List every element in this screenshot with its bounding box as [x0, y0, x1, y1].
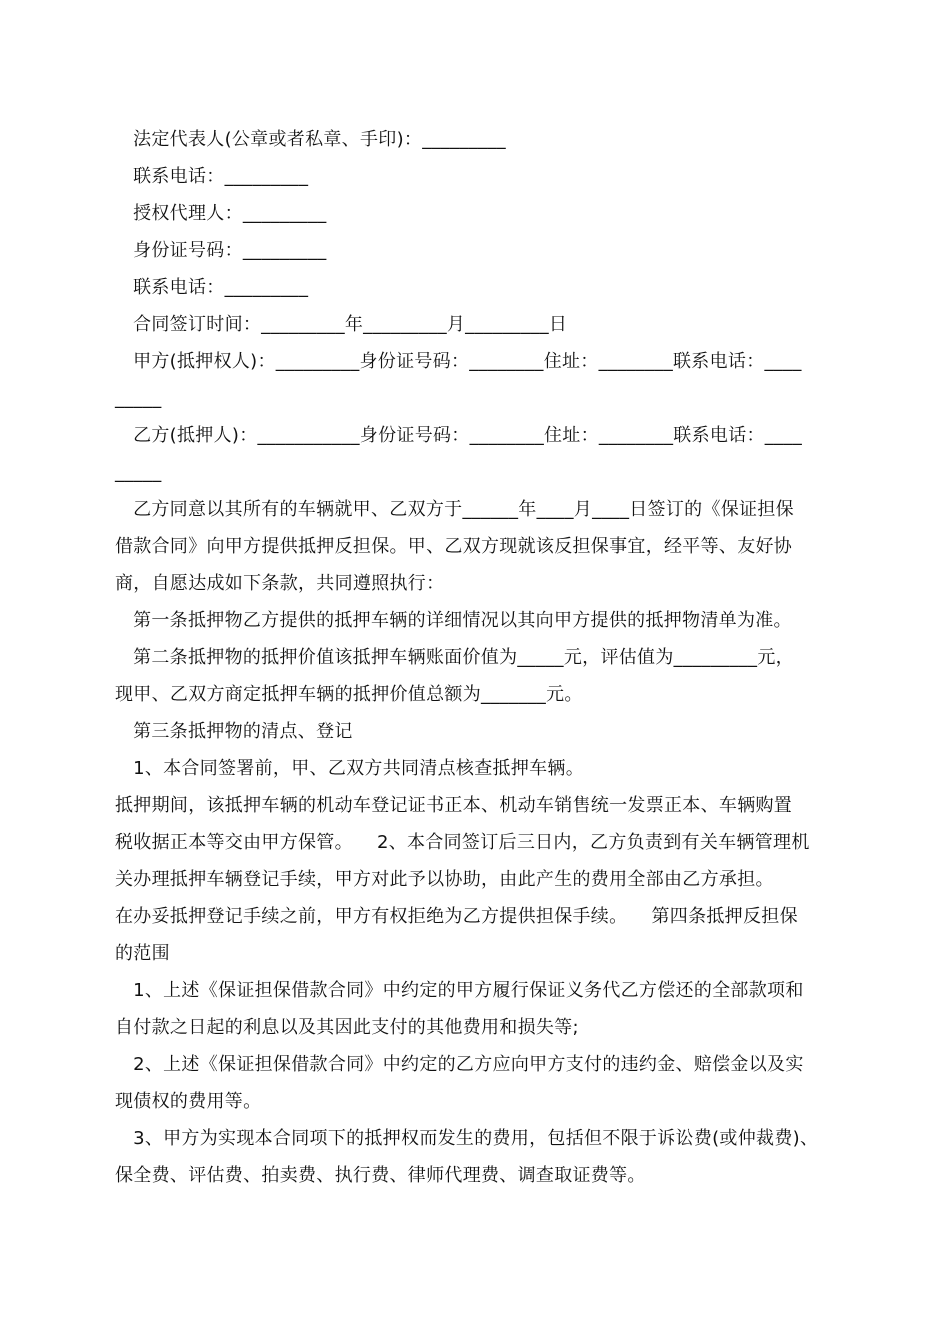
article-3-item-1: 1、本合同签署前，甲、乙双方共同清点核查抵押车辆。	[115, 758, 585, 779]
article-4-heading-continued: 的范围	[115, 943, 170, 964]
authorized-agent-line: 授权代理人：_________	[115, 203, 327, 224]
article-4-item-2-line-2: 现债权的费用等。	[115, 1091, 262, 1112]
article-2-line-2: 现甲、乙双方商定抵押车辆的抵押价值总额为_______元。	[115, 684, 583, 705]
id-number-line: 身份证号码：_________	[115, 240, 327, 261]
article-4-item-2-line-1: 2、上述《保证担保借款合同》中约定的乙方应向甲方支付的违约金、赔偿金以及实	[115, 1054, 804, 1075]
article-4-item-3-line-1: 3、甲方为实现本合同项下的抵押权而发生的费用，包括但不限于诉讼费(或仲裁费)、	[115, 1128, 819, 1149]
article-4-item-1-line-1: 1、上述《保证担保借款合同》中约定的甲方履行保证义务代乙方偿还的全部款项和	[115, 980, 804, 1001]
contact-phone-line: 联系电话：_________	[115, 166, 309, 187]
contact-phone-line-2: 联系电话：_________	[115, 277, 309, 298]
article-3-text-line-1: 抵押期间，该抵押车辆的机动车登记证书正本、机动车销售统一发票正本、车辆购置	[115, 795, 793, 816]
preamble-line-3: 商，自愿达成如下条款，共同遵照执行：	[115, 573, 445, 594]
article-2-line-1: 第二条抵押物的抵押价值该抵押车辆账面价值为_____元，评估值为_________元，	[115, 647, 794, 668]
article-3-heading: 第三条抵押物的清点、登记	[115, 721, 353, 742]
preamble-line-1: 乙方同意以其所有的车辆就甲、乙双方于______年____月____日签订的《保证担保	[115, 499, 794, 520]
party-a-line-continued: _____	[115, 388, 162, 409]
article-4-item-3-line-2: 保全费、评估费、拍卖费、执行费、律师代理费、调查取证费等。	[115, 1165, 646, 1186]
article-3-text-line-3: 关办理抵押车辆登记手续，甲方对此予以协助，由此产生的费用全部由乙方承担。	[115, 869, 774, 890]
legal-representative-line: 法定代表人(公章或者私章、手印)：_________	[115, 129, 506, 150]
article-1-line: 第一条抵押物乙方提供的抵押车辆的详细情况以其向甲方提供的抵押物清单为准。	[115, 610, 792, 631]
party-b-line-continued: _____	[115, 462, 162, 483]
article-3-text-line-4: 在办妥抵押登记手续之前，甲方有权拒绝为乙方提供担保手续。 第四条抵押反担保	[115, 906, 798, 927]
preamble-line-2: 借款合同》向甲方提供抵押反担保。甲、乙双方现就该反担保事宜，经平等、友好协	[115, 536, 793, 557]
party-a-line: 甲方(抵押权人)：_________身份证号码：________住址：________联系电话：____	[115, 351, 802, 372]
party-b-line: 乙方(抵押人)：___________身份证号码：________住址：________联系电话：____	[115, 425, 803, 446]
article-4-item-1-line-2: 自付款之日起的利息以及其因此支付的其他费用和损失等;	[115, 1017, 579, 1038]
signing-date-line: 合同签订时间：_________年_________月_________日	[115, 314, 568, 335]
article-3-text-line-2: 税收据正本等交由甲方保管。 2、本合同签订后三日内，乙方负责到有关车辆管理机	[115, 832, 810, 853]
